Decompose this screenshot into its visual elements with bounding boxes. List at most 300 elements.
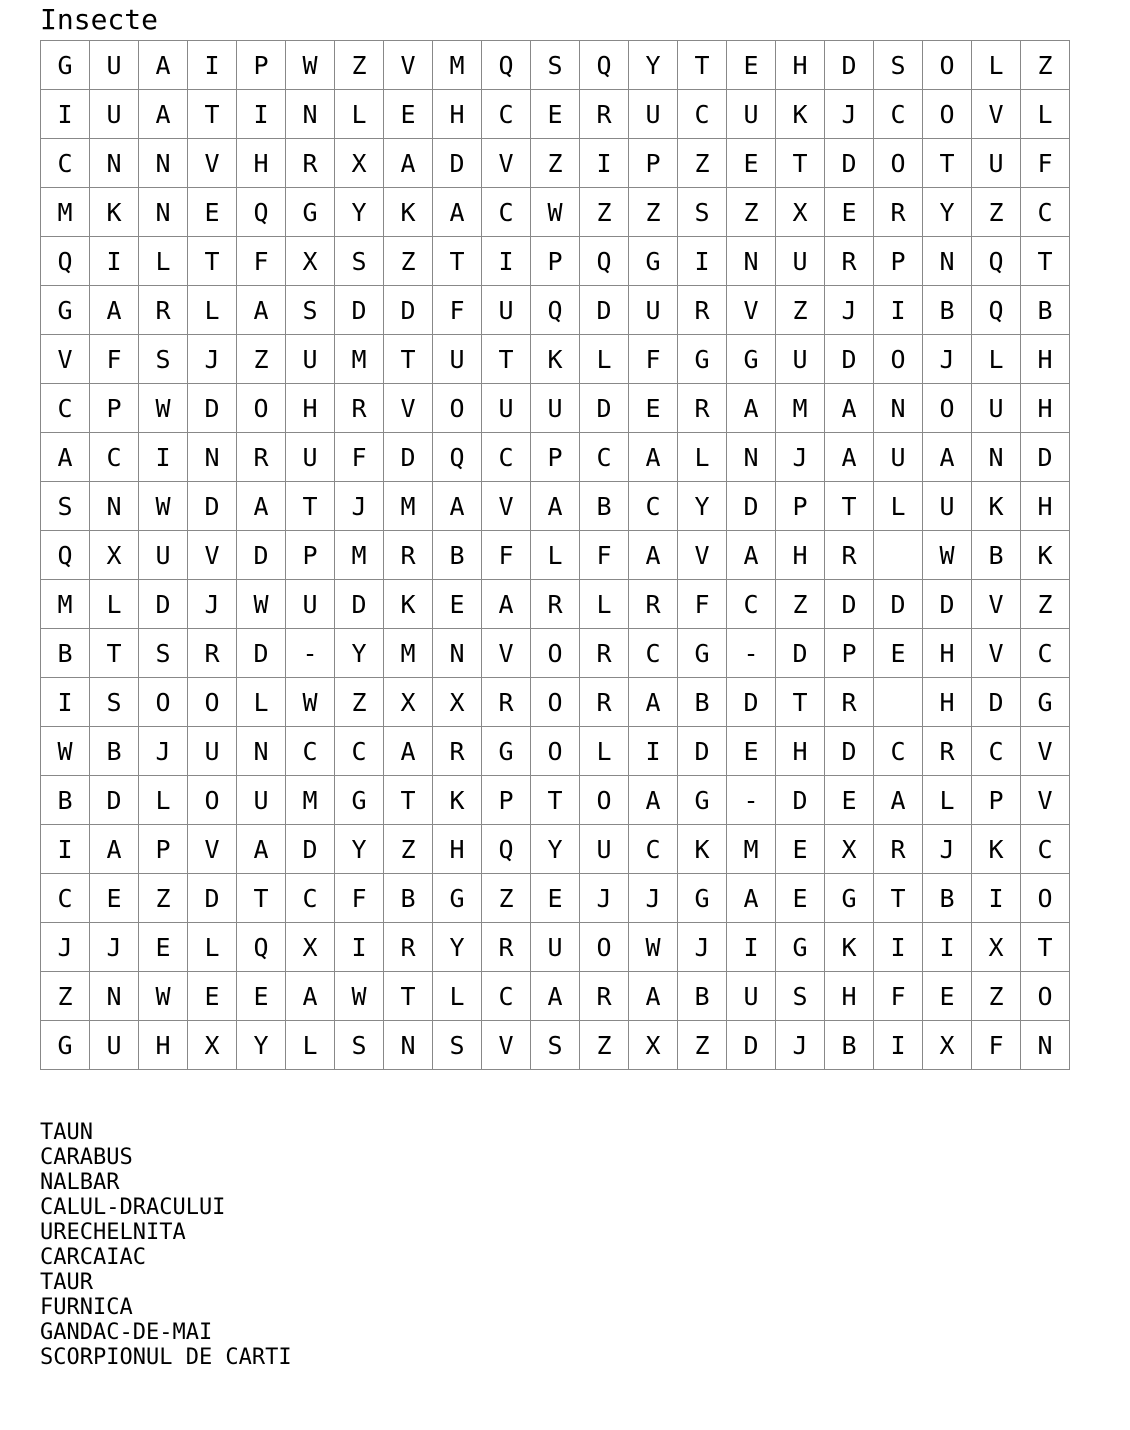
grid-cell[interactable]: D [1021,433,1070,482]
grid-cell[interactable]: S [139,335,188,384]
grid-cell[interactable]: A [433,482,482,531]
grid-cell[interactable]: V [384,41,433,90]
grid-cell[interactable]: A [874,776,923,825]
grid-cell[interactable]: J [188,335,237,384]
grid-cell[interactable]: D [825,580,874,629]
grid-cell[interactable]: H [237,139,286,188]
grid-cell[interactable]: T [188,237,237,286]
grid-cell[interactable]: J [629,874,678,923]
grid-cell[interactable]: A [41,433,90,482]
grid-cell[interactable]: L [90,580,139,629]
grid-cell[interactable]: L [188,286,237,335]
grid-cell[interactable]: Q [972,237,1021,286]
grid-cell[interactable]: L [139,237,188,286]
grid-cell[interactable]: O [923,41,972,90]
grid-cell[interactable]: I [41,90,90,139]
grid-cell[interactable]: F [335,874,384,923]
grid-cell[interactable]: U [629,286,678,335]
grid-cell[interactable]: G [41,286,90,335]
grid-cell[interactable]: W [237,580,286,629]
grid-cell[interactable]: N [237,727,286,776]
grid-cell[interactable]: D [237,629,286,678]
grid-cell[interactable]: T [384,776,433,825]
grid-cell[interactable]: B [41,776,90,825]
grid-cell[interactable]: A [727,874,776,923]
grid-cell[interactable]: Y [335,825,384,874]
grid-cell[interactable]: - [727,629,776,678]
grid-cell[interactable]: E [727,139,776,188]
grid-cell[interactable]: A [237,286,286,335]
grid-cell[interactable]: S [776,972,825,1021]
grid-cell[interactable]: P [237,41,286,90]
grid-cell[interactable]: F [1021,139,1070,188]
grid-cell[interactable]: S [874,41,923,90]
grid-cell[interactable]: D [874,580,923,629]
grid-cell[interactable]: Y [678,482,727,531]
grid-cell[interactable]: X [825,825,874,874]
grid-cell[interactable]: P [825,629,874,678]
grid-cell[interactable]: V [678,531,727,580]
grid-cell[interactable]: I [727,923,776,972]
grid-cell[interactable]: M [286,776,335,825]
grid-cell[interactable]: F [482,531,531,580]
grid-cell[interactable]: U [433,335,482,384]
grid-cell[interactable]: F [580,531,629,580]
grid-cell[interactable]: I [923,923,972,972]
grid-cell[interactable]: R [188,629,237,678]
grid-cell[interactable]: D [335,580,384,629]
grid-cell[interactable]: Q [972,286,1021,335]
grid-cell[interactable]: R [139,286,188,335]
grid-cell[interactable]: J [90,923,139,972]
grid-cell[interactable]: D [335,286,384,335]
grid-cell[interactable]: A [825,433,874,482]
grid-cell[interactable]: D [286,825,335,874]
grid-cell[interactable]: A [286,972,335,1021]
grid-cell[interactable]: H [923,678,972,727]
grid-cell[interactable]: I [972,874,1021,923]
grid-cell[interactable]: A [482,580,531,629]
grid-cell[interactable]: P [482,776,531,825]
grid-cell[interactable]: U [90,1021,139,1070]
grid-cell[interactable]: X [923,1021,972,1070]
grid-cell[interactable]: R [678,286,727,335]
grid-cell[interactable]: Z [678,1021,727,1070]
grid-cell[interactable]: C [90,433,139,482]
grid-cell[interactable]: L [923,776,972,825]
grid-cell[interactable]: J [41,923,90,972]
grid-cell[interactable]: L [1021,90,1070,139]
grid-cell[interactable]: G [678,874,727,923]
grid-cell[interactable]: G [776,923,825,972]
grid-cell[interactable]: - [286,629,335,678]
grid-cell[interactable]: O [874,335,923,384]
grid-cell[interactable]: Z [41,972,90,1021]
grid-cell[interactable]: C [482,188,531,237]
grid-cell[interactable]: V [188,825,237,874]
grid-cell[interactable]: W [629,923,678,972]
grid-cell[interactable]: M [41,188,90,237]
grid-cell[interactable]: D [188,874,237,923]
grid-cell[interactable]: H [1021,482,1070,531]
grid-cell[interactable]: I [874,923,923,972]
grid-cell[interactable]: Z [482,874,531,923]
grid-cell[interactable]: Q [433,433,482,482]
grid-cell[interactable]: W [139,384,188,433]
grid-cell[interactable]: A [727,384,776,433]
grid-cell[interactable]: Q [237,923,286,972]
grid-cell[interactable]: T [384,335,433,384]
grid-cell[interactable]: D [825,139,874,188]
grid-cell[interactable]: I [188,41,237,90]
grid-cell[interactable]: Z [629,188,678,237]
grid-cell[interactable]: I [41,825,90,874]
grid-cell[interactable]: A [139,90,188,139]
grid-cell[interactable]: U [874,433,923,482]
grid-cell[interactable]: C [482,972,531,1021]
grid-cell[interactable]: Y [629,41,678,90]
grid-cell[interactable]: U [90,41,139,90]
grid-cell[interactable]: X [286,923,335,972]
grid-cell[interactable]: I [139,433,188,482]
grid-cell[interactable]: K [678,825,727,874]
grid-cell[interactable]: Q [41,237,90,286]
grid-cell[interactable]: M [335,335,384,384]
grid-cell[interactable]: C [286,874,335,923]
grid-cell[interactable]: Z [727,188,776,237]
grid-cell[interactable]: R [874,188,923,237]
grid-cell[interactable]: G [41,41,90,90]
grid-cell[interactable]: P [531,237,580,286]
grid-cell[interactable]: J [825,90,874,139]
grid-cell[interactable]: C [629,825,678,874]
grid-cell[interactable]: D [580,384,629,433]
grid-cell[interactable]: C [286,727,335,776]
grid-cell[interactable]: I [678,237,727,286]
grid-cell[interactable]: G [678,629,727,678]
grid-cell[interactable]: H [433,90,482,139]
grid-cell[interactable]: O [580,923,629,972]
grid-cell[interactable]: A [531,972,580,1021]
grid-cell[interactable]: U [286,433,335,482]
grid-cell[interactable]: Z [776,286,825,335]
grid-cell[interactable]: Z [776,580,825,629]
grid-cell[interactable]: O [237,384,286,433]
grid-cell[interactable]: M [384,482,433,531]
grid-cell[interactable]: N [727,433,776,482]
grid-cell[interactable]: A [629,972,678,1021]
grid-cell[interactable]: H [776,531,825,580]
grid-cell[interactable]: Z [1021,41,1070,90]
grid-cell[interactable]: V [384,384,433,433]
grid-cell[interactable]: D [580,286,629,335]
grid-cell[interactable]: C [482,90,531,139]
grid-cell[interactable]: L [237,678,286,727]
grid-cell[interactable]: T [531,776,580,825]
grid-cell[interactable]: G [825,874,874,923]
grid-cell[interactable]: O [874,139,923,188]
grid-cell[interactable]: E [188,972,237,1021]
grid-cell[interactable]: W [335,972,384,1021]
grid-cell[interactable]: R [433,727,482,776]
grid-cell[interactable]: P [776,482,825,531]
grid-cell[interactable]: A [629,433,678,482]
grid-cell[interactable]: V [482,139,531,188]
grid-cell[interactable]: M [335,531,384,580]
grid-cell[interactable]: L [286,1021,335,1070]
grid-cell[interactable]: P [972,776,1021,825]
grid-cell[interactable]: X [629,1021,678,1070]
grid-cell[interactable]: D [433,139,482,188]
grid-cell[interactable]: U [727,972,776,1021]
grid-cell[interactable]: R [629,580,678,629]
grid-cell[interactable]: U [531,923,580,972]
grid-cell[interactable]: K [384,580,433,629]
grid-cell[interactable]: Z [335,41,384,90]
grid-cell[interactable]: E [139,923,188,972]
grid-cell[interactable]: C [972,727,1021,776]
grid-cell[interactable]: R [874,825,923,874]
grid-cell[interactable]: N [188,433,237,482]
grid-cell[interactable]: A [139,41,188,90]
grid-cell[interactable]: O [531,727,580,776]
grid-cell[interactable]: A [629,531,678,580]
grid-cell[interactable]: R [237,433,286,482]
grid-cell[interactable]: C [41,874,90,923]
grid-cell[interactable]: Y [433,923,482,972]
grid-cell[interactable]: N [433,629,482,678]
grid-cell[interactable]: R [825,237,874,286]
grid-cell[interactable]: D [972,678,1021,727]
grid-cell[interactable]: D [727,482,776,531]
grid-cell[interactable]: S [433,1021,482,1070]
grid-cell[interactable]: C [580,433,629,482]
grid-cell[interactable]: N [139,188,188,237]
grid-cell[interactable]: Y [335,188,384,237]
grid-cell[interactable]: Y [531,825,580,874]
grid-cell[interactable]: I [629,727,678,776]
grid-cell[interactable]: C [1021,825,1070,874]
grid-cell[interactable]: N [90,482,139,531]
grid-cell[interactable]: N [727,237,776,286]
grid-cell[interactable]: L [972,41,1021,90]
grid-cell[interactable]: M [41,580,90,629]
grid-cell[interactable]: A [727,531,776,580]
grid-cell[interactable]: T [90,629,139,678]
grid-cell[interactable]: R [580,629,629,678]
grid-cell[interactable]: S [41,482,90,531]
grid-cell[interactable]: K [972,825,1021,874]
grid-cell[interactable]: H [923,629,972,678]
grid-cell[interactable]: D [139,580,188,629]
grid-cell[interactable]: F [629,335,678,384]
grid-cell[interactable]: E [531,874,580,923]
grid-cell[interactable]: R [531,580,580,629]
grid-cell[interactable]: T [1021,923,1070,972]
grid-cell[interactable]: J [580,874,629,923]
grid-cell[interactable]: - [727,776,776,825]
grid-cell[interactable]: T [433,237,482,286]
grid-cell[interactable]: O [139,678,188,727]
grid-cell[interactable]: W [923,531,972,580]
grid-cell[interactable]: R [286,139,335,188]
grid-cell[interactable]: Z [139,874,188,923]
grid-cell[interactable]: Q [580,237,629,286]
grid-cell[interactable]: Q [41,531,90,580]
grid-cell[interactable]: F [90,335,139,384]
grid-cell[interactable]: A [629,776,678,825]
grid-cell[interactable]: Z [237,335,286,384]
grid-cell[interactable]: B [923,286,972,335]
grid-cell[interactable]: D [384,433,433,482]
grid-cell[interactable]: S [531,41,580,90]
grid-cell[interactable]: X [188,1021,237,1070]
grid-cell[interactable]: B [678,972,727,1021]
grid-cell[interactable]: H [776,727,825,776]
grid-cell[interactable]: Q [237,188,286,237]
grid-cell[interactable]: P [531,433,580,482]
grid-cell[interactable]: V [972,580,1021,629]
grid-cell[interactable]: B [90,727,139,776]
grid-cell[interactable]: Q [531,286,580,335]
grid-cell[interactable]: D [776,629,825,678]
grid-cell[interactable]: T [678,41,727,90]
grid-cell[interactable]: Z [531,139,580,188]
grid-cell[interactable]: V [972,90,1021,139]
grid-cell[interactable]: D [727,1021,776,1070]
grid-cell[interactable]: L [972,335,1021,384]
grid-cell[interactable]: S [286,286,335,335]
grid-cell[interactable]: L [139,776,188,825]
grid-cell[interactable]: W [531,188,580,237]
grid-cell[interactable]: L [433,972,482,1021]
grid-cell[interactable]: K [972,482,1021,531]
grid-cell[interactable]: N [923,237,972,286]
grid-cell[interactable]: O [531,678,580,727]
grid-cell[interactable]: O [923,90,972,139]
grid-cell[interactable]: K [384,188,433,237]
grid-cell[interactable] [874,531,923,580]
grid-cell[interactable]: Y [237,1021,286,1070]
grid-cell[interactable]: U [482,384,531,433]
grid-cell[interactable]: P [90,384,139,433]
grid-cell[interactable]: P [874,237,923,286]
grid-cell[interactable]: J [923,335,972,384]
grid-cell[interactable]: A [629,678,678,727]
grid-cell[interactable]: T [237,874,286,923]
grid-cell[interactable]: X [286,237,335,286]
grid-cell[interactable]: R [825,678,874,727]
grid-cell[interactable]: A [531,482,580,531]
grid-cell[interactable]: E [727,727,776,776]
grid-cell[interactable]: M [776,384,825,433]
grid-cell[interactable]: U [972,384,1021,433]
grid-cell[interactable]: G [629,237,678,286]
grid-cell[interactable]: V [482,482,531,531]
grid-cell[interactable]: E [776,825,825,874]
grid-cell[interactable]: T [286,482,335,531]
grid-cell[interactable]: Z [335,678,384,727]
grid-cell[interactable]: D [825,727,874,776]
grid-cell[interactable]: M [384,629,433,678]
grid-cell[interactable]: C [629,629,678,678]
grid-cell[interactable]: T [1021,237,1070,286]
grid-cell[interactable]: J [776,433,825,482]
grid-cell[interactable]: F [972,1021,1021,1070]
grid-cell[interactable]: V [482,629,531,678]
grid-cell[interactable]: X [972,923,1021,972]
grid-cell[interactable]: C [678,90,727,139]
grid-cell[interactable]: A [384,727,433,776]
grid-cell[interactable]: F [433,286,482,335]
grid-cell[interactable]: S [678,188,727,237]
grid-cell[interactable]: L [335,90,384,139]
grid-cell[interactable]: K [825,923,874,972]
grid-cell[interactable]: U [776,335,825,384]
grid-cell[interactable]: R [678,384,727,433]
grid-cell[interactable]: D [237,531,286,580]
grid-cell[interactable]: D [188,482,237,531]
grid-cell[interactable]: I [90,237,139,286]
grid-cell[interactable]: E [923,972,972,1021]
grid-cell[interactable]: U [237,776,286,825]
grid-cell[interactable]: C [1021,629,1070,678]
grid-cell[interactable]: R [825,531,874,580]
grid-cell[interactable]: A [237,482,286,531]
grid-cell[interactable]: F [874,972,923,1021]
grid-cell[interactable]: C [1021,188,1070,237]
grid-cell[interactable]: B [433,531,482,580]
grid-cell[interactable]: O [188,678,237,727]
grid-cell[interactable]: T [482,335,531,384]
grid-cell[interactable]: I [41,678,90,727]
grid-cell[interactable]: R [384,531,433,580]
grid-cell[interactable]: T [188,90,237,139]
grid-cell[interactable]: N [286,90,335,139]
grid-cell[interactable]: W [139,482,188,531]
grid-cell[interactable]: Z [678,139,727,188]
grid-cell[interactable]: S [335,237,384,286]
grid-cell[interactable]: K [776,90,825,139]
grid-cell[interactable]: E [433,580,482,629]
grid-cell[interactable]: T [874,874,923,923]
grid-cell[interactable]: D [90,776,139,825]
grid-cell[interactable]: A [384,139,433,188]
grid-cell[interactable]: G [678,776,727,825]
grid-cell[interactable]: V [188,139,237,188]
grid-cell[interactable]: M [727,825,776,874]
grid-cell[interactable]: G [286,188,335,237]
grid-cell[interactable]: O [923,384,972,433]
grid-cell[interactable]: G [1021,678,1070,727]
grid-cell[interactable]: A [90,825,139,874]
grid-cell[interactable]: O [1021,972,1070,1021]
grid-cell[interactable]: D [825,41,874,90]
grid-cell[interactable]: W [139,972,188,1021]
grid-cell[interactable]: V [41,335,90,384]
grid-cell[interactable]: U [629,90,678,139]
grid-cell[interactable]: U [286,335,335,384]
grid-cell[interactable]: U [188,727,237,776]
grid-cell[interactable]: B [678,678,727,727]
grid-cell[interactable]: L [580,335,629,384]
grid-cell[interactable]: W [286,41,335,90]
grid-cell[interactable]: Z [972,188,1021,237]
grid-cell[interactable]: D [923,580,972,629]
grid-cell[interactable]: S [90,678,139,727]
grid-cell[interactable]: Z [384,825,433,874]
grid-cell[interactable]: A [90,286,139,335]
